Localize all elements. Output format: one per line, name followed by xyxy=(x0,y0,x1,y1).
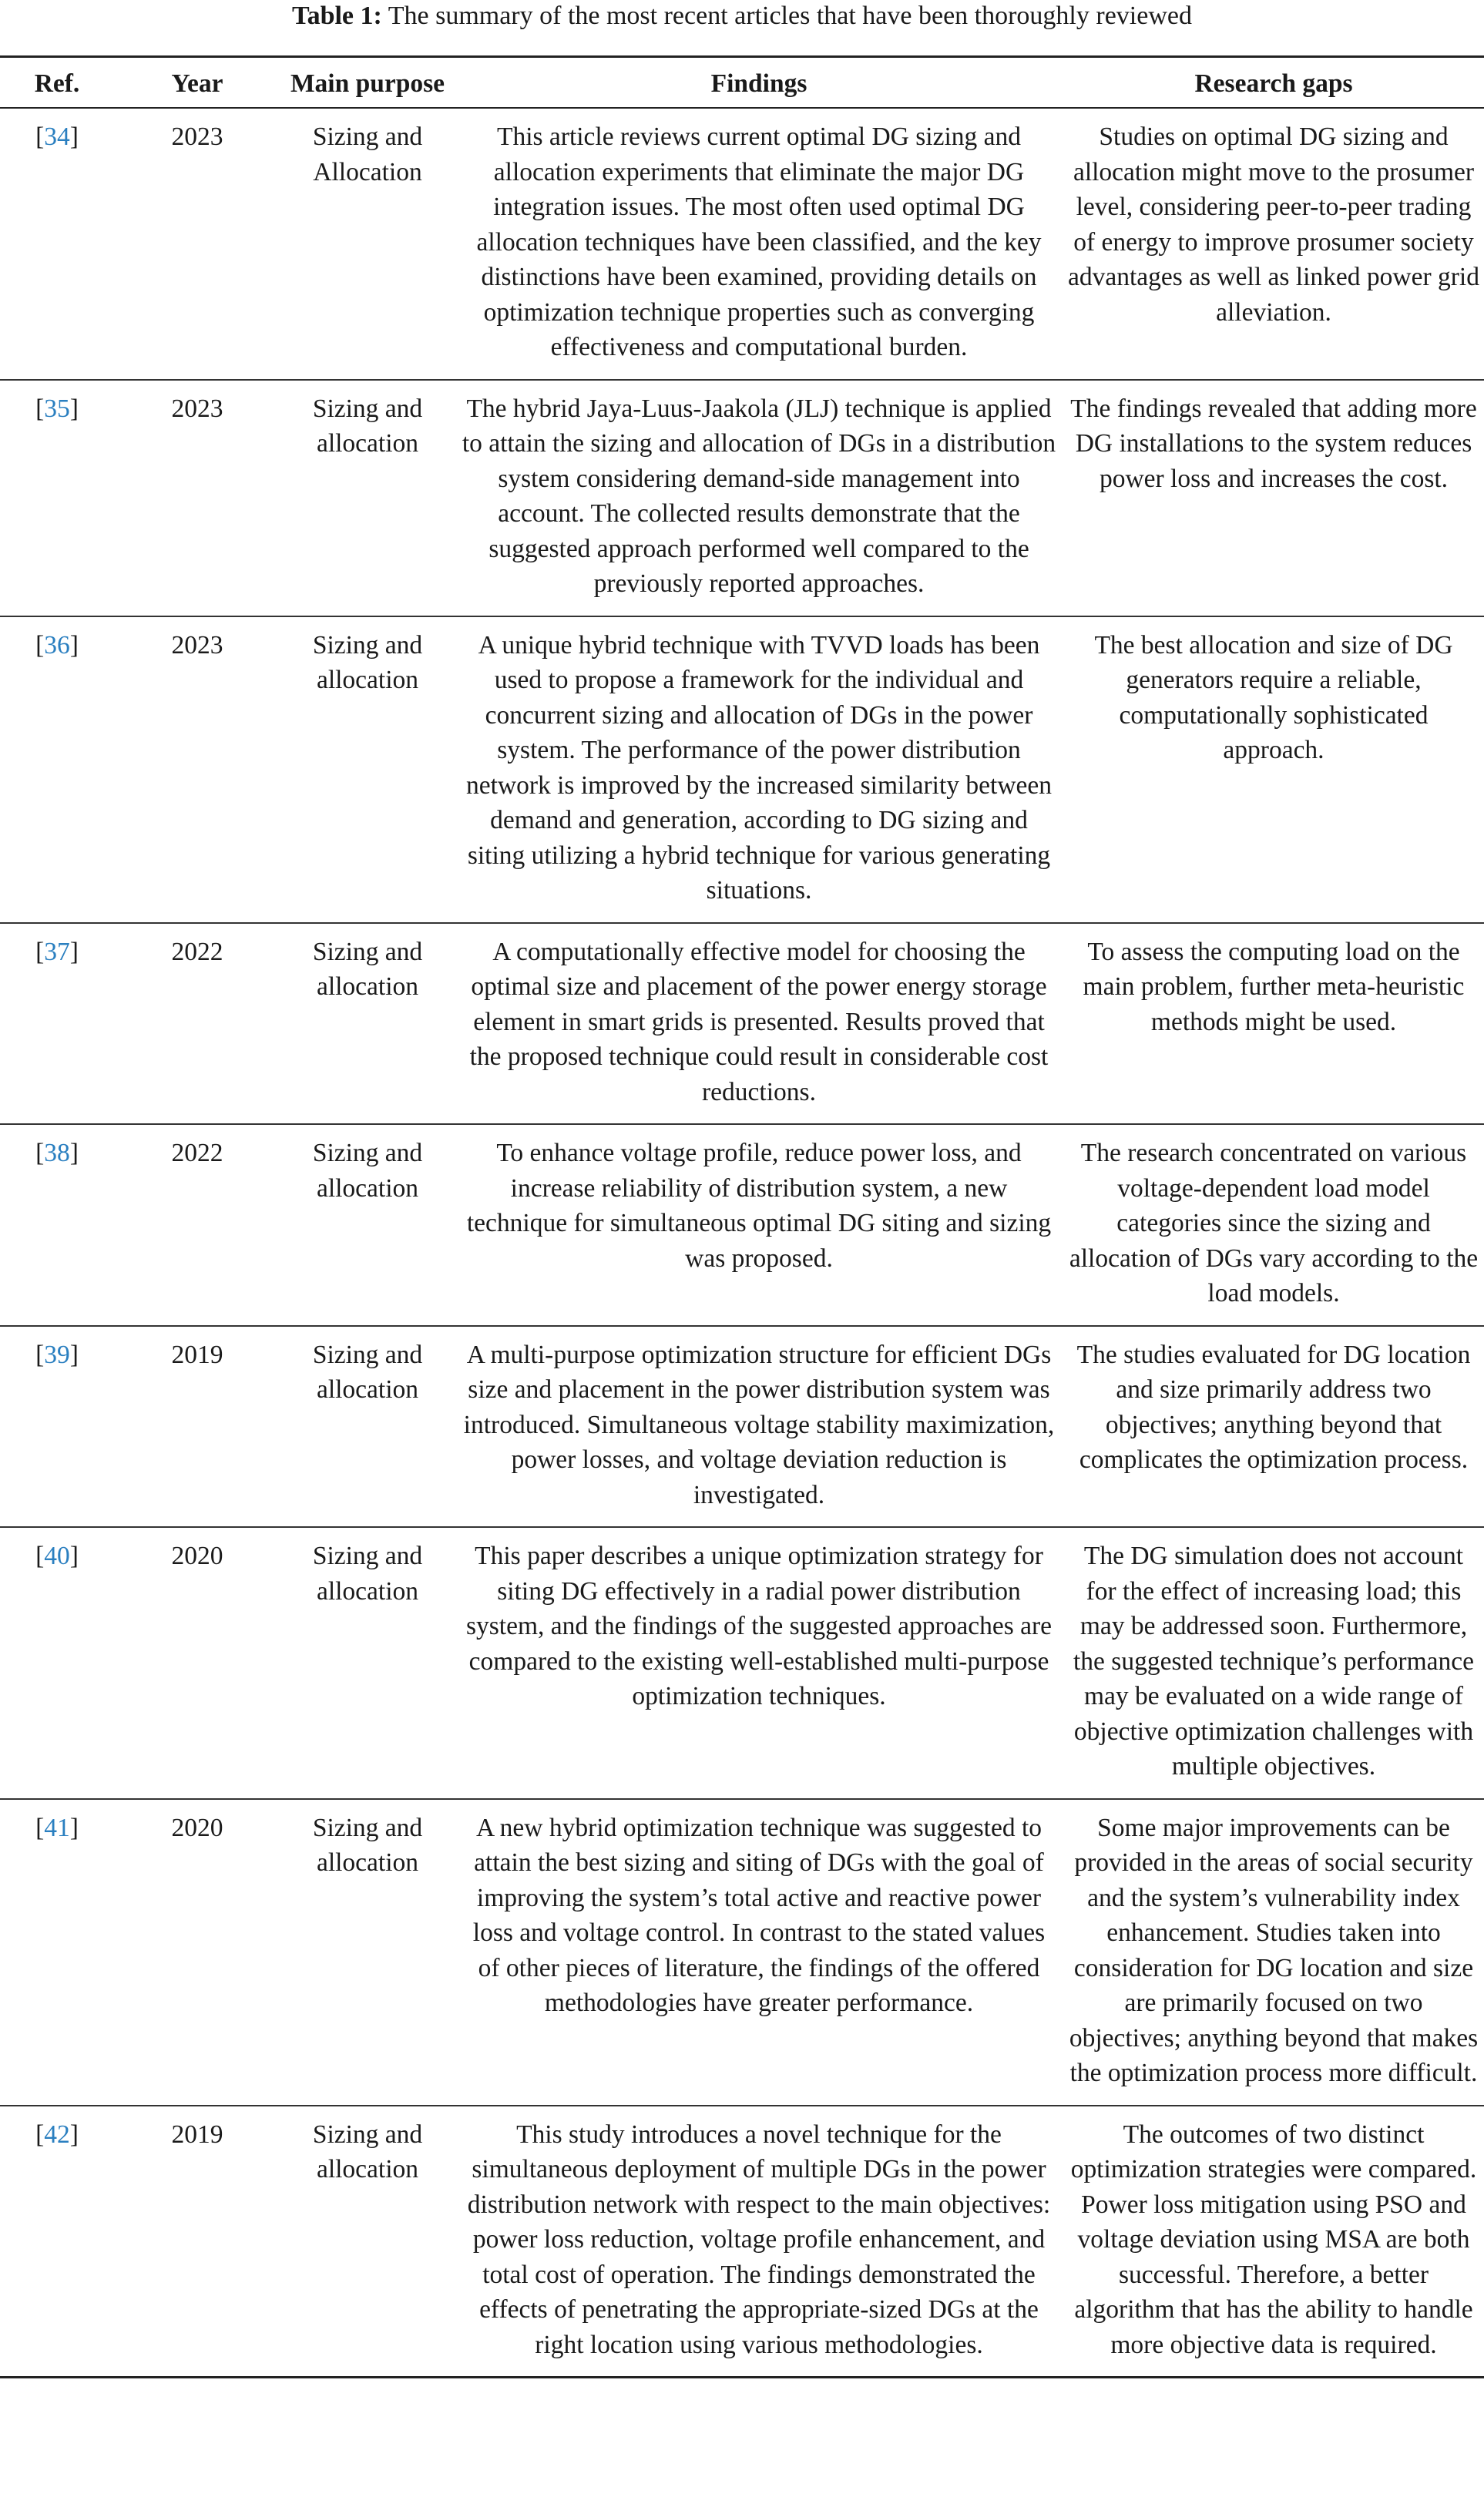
ref-link[interactable]: 42 xyxy=(44,2120,70,2149)
ref-cell: [35] xyxy=(35,394,79,423)
year-cell: 2020 xyxy=(171,1542,223,1570)
ref-cell: [40] xyxy=(35,1542,79,1570)
table-row xyxy=(0,1326,1484,1528)
purpose-cell: Sizing and allocation xyxy=(312,937,423,1001)
findings-cell: This paper describes a unique optimization strategy for siting DG effectively in a radial power distribution system, and the findings of the suggested approaches are compared to the existing well-established multi-purpose optimization techniques. xyxy=(465,1542,1053,1710)
table-caption xyxy=(0,0,1484,32)
year-cell: 2019 xyxy=(171,1340,223,1369)
table-row xyxy=(0,1527,1484,1799)
ref-link[interactable]: 40 xyxy=(44,1542,70,1570)
findings-cell: A new hybrid optimization technique was suggested to attain the best sizing and siting of DGs with the goal of improving the system’s total active and reactive power loss and voltage control. In contrast to the stated values of other pieces of literature, the findings of the offered methodologies have greater performance. xyxy=(472,1813,1046,2017)
table-row xyxy=(0,1799,1484,2106)
table-row xyxy=(0,923,1484,1125)
ref-cell: [36] xyxy=(35,630,79,660)
ref-cell: [37] xyxy=(35,937,79,966)
table-caption-label: Table 1: xyxy=(292,2,382,30)
ref-cell: [34] xyxy=(35,123,79,151)
table-header-row xyxy=(0,57,1484,109)
year-cell: 2020 xyxy=(171,1813,223,1842)
gaps-cell: The DG simulation does not account for the effect of increasing load; this may be addressed soon. Furthermore, the suggested technique’s performance may be evaluated on a wide range of objective optimization challenges with multiple objectives. xyxy=(1073,1542,1474,1781)
year-cell: 2023 xyxy=(171,394,223,423)
ref-cell: [39] xyxy=(35,1340,79,1369)
header-year: Year xyxy=(171,69,223,99)
gaps-cell: Studies on optimal DG sizing and allocation might move to the prosumer level, considering peer-to-peer trading of energy to improve prosumer society advantages as well as linked power grid alleviation. xyxy=(1068,123,1479,327)
findings-cell: A multi-purpose optimization structure for efficient DGs size and placement in the power distribution system was introduced. Simultaneous voltage stability maximization, power losses, and voltage deviation reduction is investigated. xyxy=(463,1340,1055,1509)
purpose-cell: Sizing and allocation xyxy=(312,1542,423,1606)
gaps-cell: The studies evaluated for DG location and size primarily address two objectives; anything beyond that complicates the optimization process. xyxy=(1076,1340,1471,1474)
purpose-cell: Sizing and allocation xyxy=(312,1340,423,1404)
purpose-cell: Sizing and allocation xyxy=(312,630,423,694)
gaps-cell: The findings revealed that adding more DG installations to the system reduces power loss and increases the cost. xyxy=(1070,394,1477,493)
year-cell: 2023 xyxy=(171,630,223,660)
table-row xyxy=(0,1124,1484,1326)
ref-link[interactable]: 41 xyxy=(44,1813,70,1842)
table-caption-text: The summary of the most recent articles that have been thoroughly reviewed xyxy=(388,2,1192,30)
findings-cell: The hybrid Jaya-Luus-Jaakola (JLJ) technique is applied to attain the sizing and allocation of DGs in a distribution system considering demand-side management into account. The collected results demonstrate that the suggested approach performed well compared to the previously reported approaches. xyxy=(462,394,1056,598)
purpose-cell: Sizing and allocation xyxy=(312,2120,423,2183)
header-ref: Ref. xyxy=(34,69,80,99)
table-row xyxy=(0,380,1484,616)
ref-link[interactable]: 34 xyxy=(44,123,70,151)
findings-cell: This article reviews current optimal DG sizing and allocation experiments that eliminate the major DG integration issues. The most often used optimal DG allocation techniques have been classified, and the key distinctions have been examined, providing details on optimization technique properties such as converging effectiveness and computational burden. xyxy=(476,123,1042,361)
findings-cell: This study introduces a novel technique for the simultaneous deployment of multiple DGs in the power distribution network with respect to the main objectives: power loss reduction, voltage profile enhancement, and total cost of operation. The findings demonstrated the effects of penetrating the appropriate-sized DGs at the right location using various methodologies. xyxy=(467,2120,1051,2359)
gaps-cell: The outcomes of two distinct optimization strategies were compared. Power loss mitigation using PSO and voltage deviation using MSA are both successful. Therefore, a better algorithm that has the ability to handle more objective data is required. xyxy=(1070,2120,1477,2359)
ref-cell: [42] xyxy=(35,2120,79,2149)
ref-cell: [38] xyxy=(35,1139,79,1167)
table-row xyxy=(0,2106,1484,2378)
gaps-cell: To assess the computing load on the main problem, further meta-heuristic methods might be used. xyxy=(1083,937,1465,1036)
ref-cell: [41] xyxy=(35,1813,79,1842)
gaps-cell: The research concentrated on various voltage-dependent load model categories since the sizing and allocation of DGs vary according to the load models. xyxy=(1069,1139,1479,1307)
purpose-cell: Sizing and allocation xyxy=(312,394,423,458)
header-research-gaps: Research gaps xyxy=(1194,69,1353,99)
header-main-purpose: Main purpose xyxy=(290,69,445,99)
ref-link[interactable]: 37 xyxy=(44,937,70,966)
purpose-cell: Sizing and Allocation xyxy=(312,123,423,186)
table-row xyxy=(0,108,1484,380)
header-findings: Findings xyxy=(710,69,807,99)
findings-cell: To enhance voltage profile, reduce power loss, and increase reliability of distribution system, a new technique for simultaneous optimal DG siting and sizing was proposed. xyxy=(466,1139,1052,1273)
ref-link[interactable]: 36 xyxy=(44,630,70,660)
summary-table xyxy=(0,55,1484,2378)
findings-cell: A unique hybrid technique with TVVD loads has been used to propose a framework for the individual and concurrent sizing and allocation of DGs in the power system. The performance of the power distribution network is improved by the increased similarity between demand and generation, according to DG sizing and siting utilizing a hybrid technique for various generating situations. xyxy=(465,630,1053,905)
ref-link[interactable]: 35 xyxy=(44,394,70,423)
table-row xyxy=(0,616,1484,923)
year-cell: 2022 xyxy=(171,1139,223,1167)
year-cell: 2022 xyxy=(171,937,223,966)
ref-link[interactable]: 38 xyxy=(44,1139,70,1167)
gaps-cell: The best allocation and size of DG generators require a reliable, computationally sophisticated approach. xyxy=(1094,630,1453,764)
year-cell: 2019 xyxy=(171,2120,223,2149)
findings-cell: A computationally effective model for choosing the optimal size and placement of the power energy storage element in smart grids is presented. Results proved that the proposed technique could result in considerable cost reductions. xyxy=(469,937,1049,1106)
purpose-cell: Sizing and allocation xyxy=(312,1139,423,1203)
purpose-cell: Sizing and allocation xyxy=(312,1813,423,1877)
ref-link[interactable]: 39 xyxy=(44,1340,70,1369)
year-cell: 2023 xyxy=(171,123,223,151)
gaps-cell: Some major improvements can be provided in the areas of social security and the system’s vulnerability index enhancement. Studies taken into consideration for DG location and size are primarily focused on two objectives; anything beyond that makes the optimization process more difficult. xyxy=(1069,1813,1479,2087)
